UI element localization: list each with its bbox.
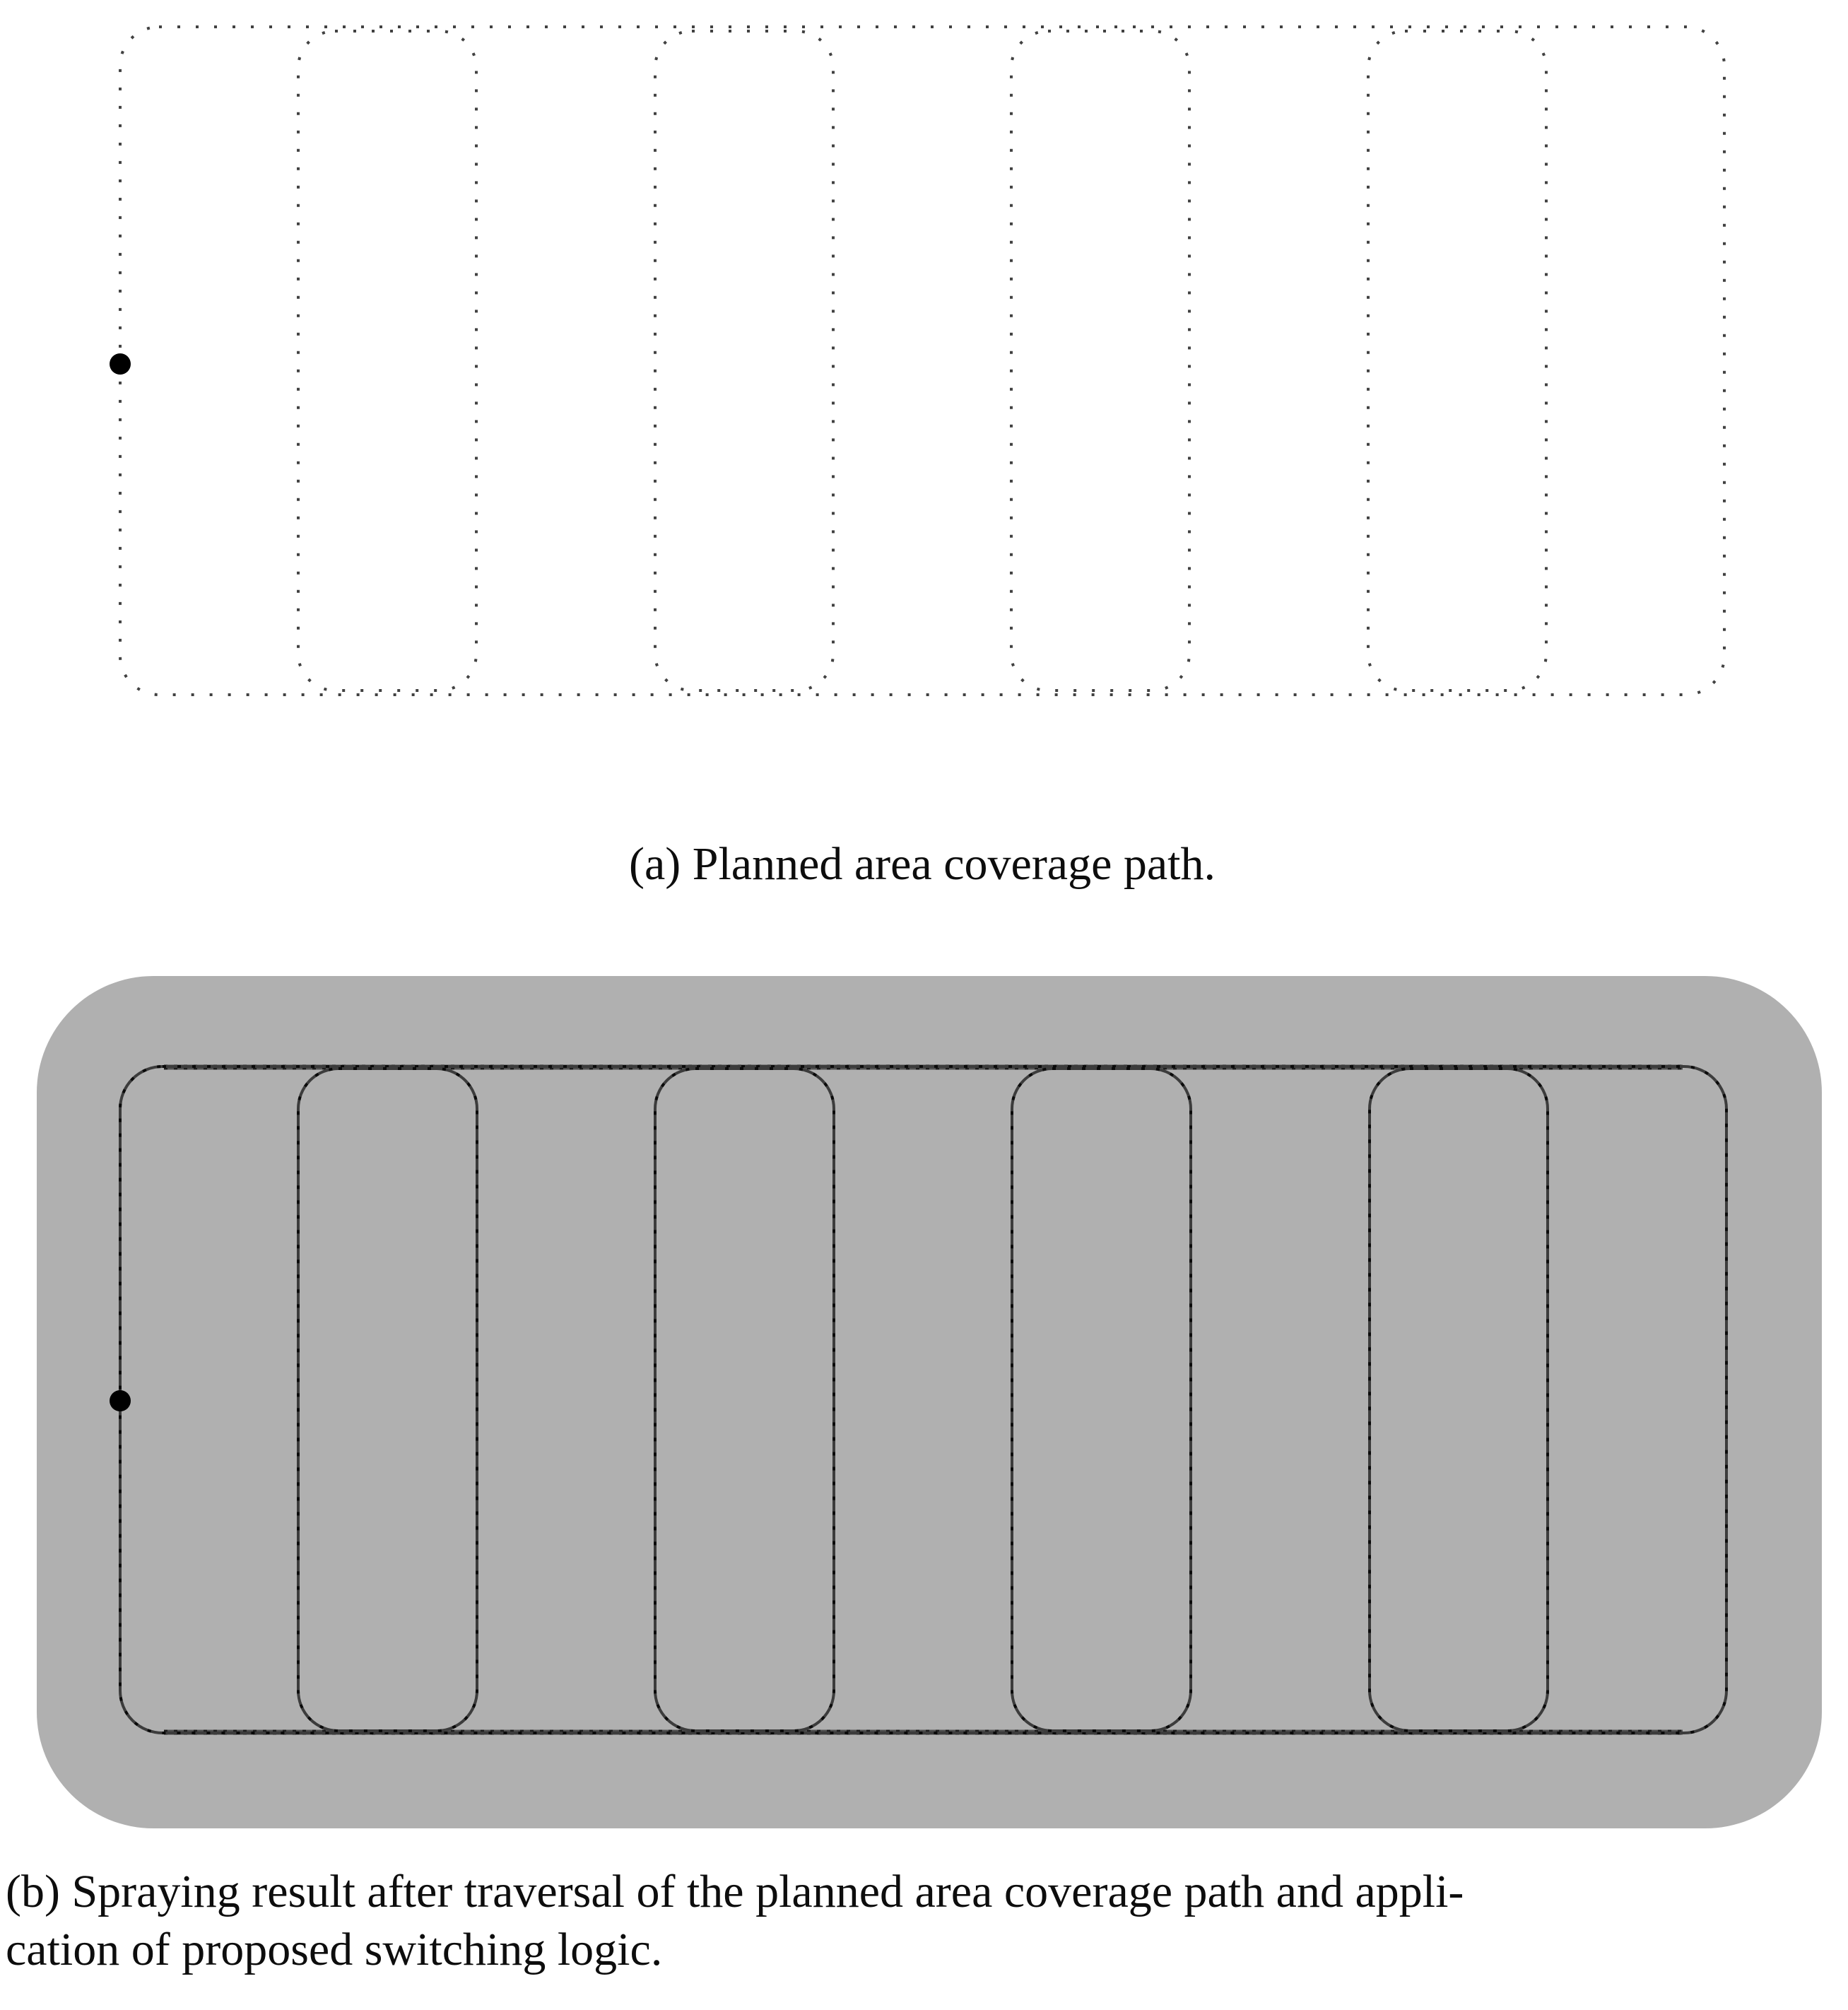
caption-b-line1: (b) Spraying result after traversal of the planned area coverage path and appli-: [6, 1866, 1464, 1917]
planned-capsule-loop-2: [655, 31, 833, 690]
caption-b-line2: cation of proposed switching logic.: [6, 1924, 663, 1975]
spray-coverage-area: [37, 976, 1822, 1828]
planned-capsule-loop-4: [1368, 31, 1546, 690]
start-point-marker-a: [110, 353, 131, 375]
spray-result-figure: [37, 976, 1822, 1828]
planned-capsule-loop-3: [1011, 31, 1189, 690]
planned-outer-boundary: [120, 27, 1724, 695]
start-point-marker-b: [110, 1390, 131, 1411]
caption-a: (a) Planned area coverage path.: [628, 838, 1216, 890]
caption-b: [6, 1863, 1844, 1979]
planned-capsule-loop-1: [298, 31, 476, 690]
planned-path-figure: [110, 27, 1724, 695]
